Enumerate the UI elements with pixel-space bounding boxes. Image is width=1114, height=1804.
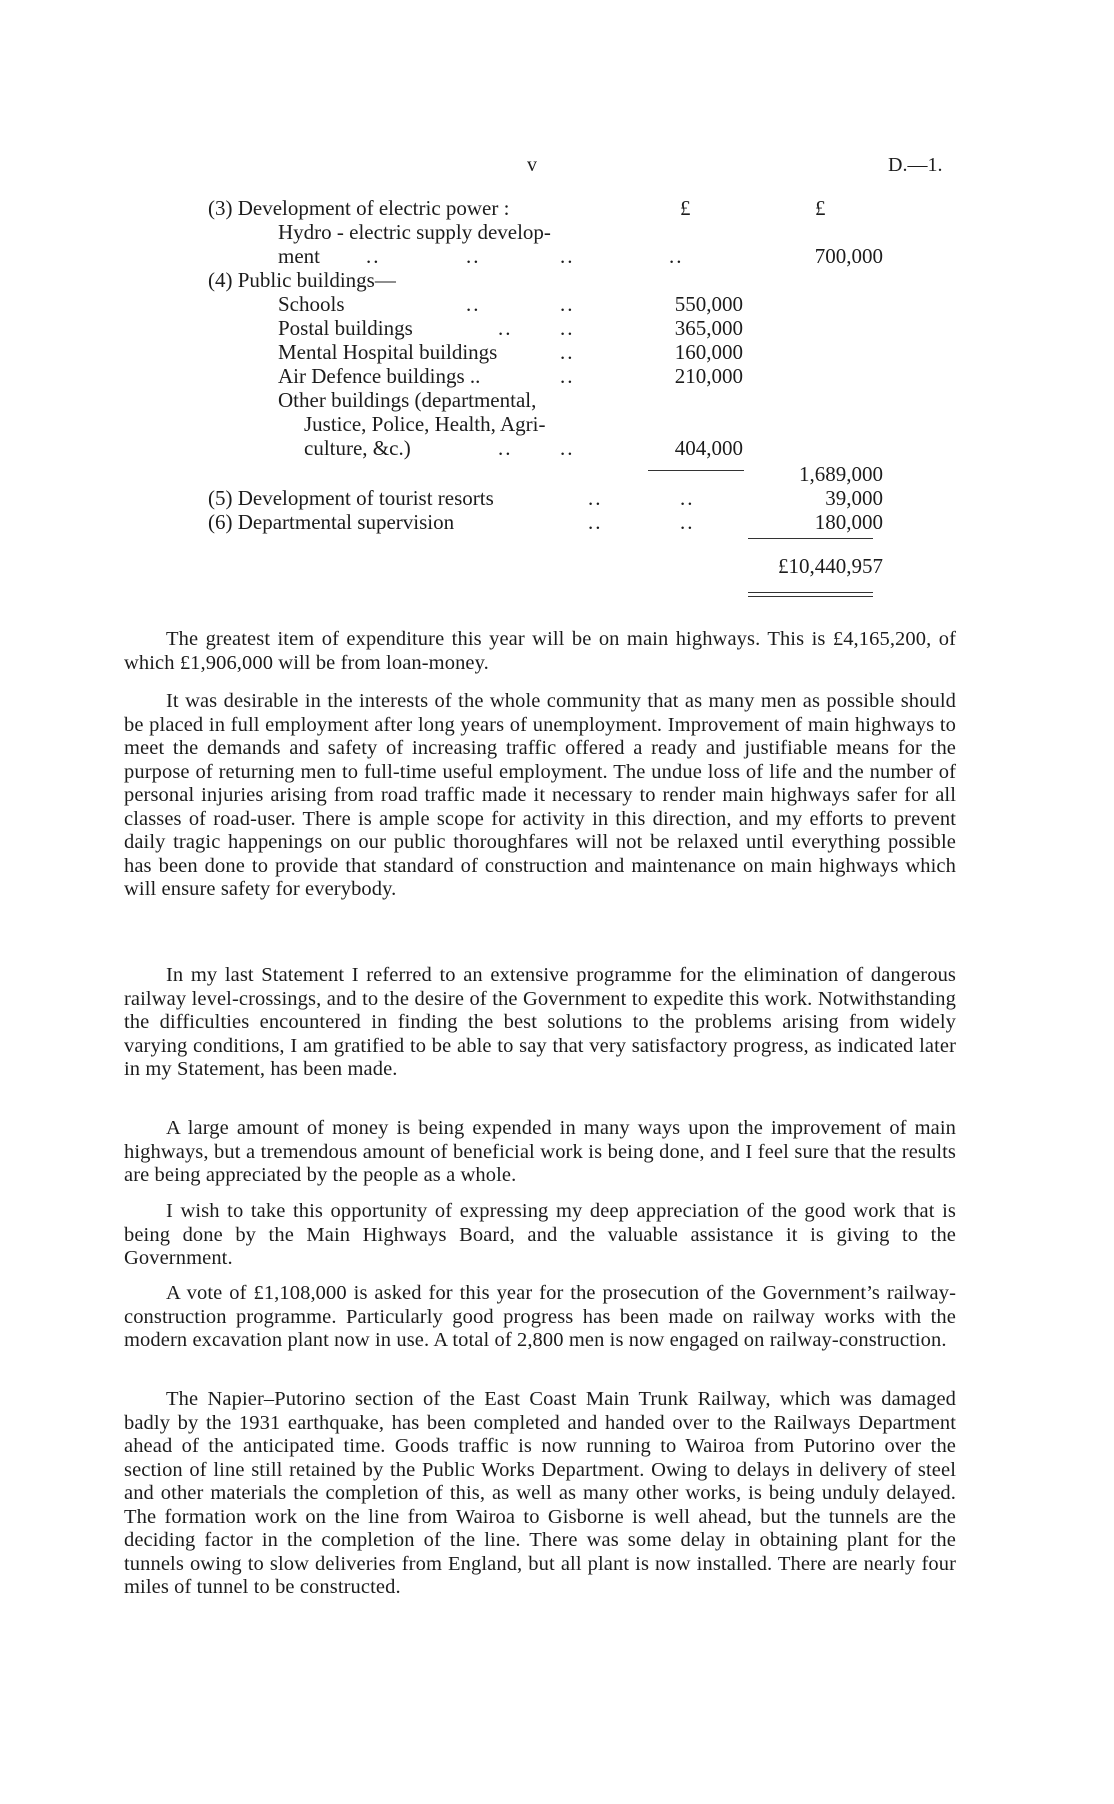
- amount-item: 210,000: [674, 364, 743, 388]
- total-rule-double-2: [748, 596, 873, 597]
- leader-dots: ..: [366, 244, 381, 268]
- leader-dots: ..: [498, 316, 513, 340]
- table-row: [208, 462, 883, 486]
- leader-dots: ..: [680, 510, 695, 534]
- table-row: Schools .. .. 550,000: [278, 292, 743, 316]
- leader-dots: ..: [466, 292, 481, 316]
- leader-dots: ..: [466, 244, 481, 268]
- table-row: Justice, Police, Health, Agri-: [304, 412, 546, 436]
- table-row: (6) Departmental supervision .. .. 180,000: [208, 510, 883, 534]
- total-rule-double-1: [748, 592, 873, 593]
- total-row: [208, 554, 883, 578]
- paragraph: It was desirable in the interests of the whole community that as many men as possible should be placed in full employment after long years of unemployment. Improvement of main highways to meet the demands and safety of increasing traffic offered a ready and justifiable means for the purpose of returning men to full-time useful employment. The undue loss of life and the number of personal injuries arising from road traffic made it necessary to render main highways safer for all classes of road-user. There is ample scope for activity in this direction, and my efforts to prevent daily tragic happenings on our public thoroughfares will not be relaxed until everything possible has been done to provide that standard of construction and maintenance on main highways which will ensure safety for everybody.: [124, 690, 956, 900]
- grand-total: £10,440,957: [778, 554, 883, 578]
- leader-dots: ..: [560, 244, 575, 268]
- leader-dots: ..: [560, 292, 575, 316]
- leader-dots: ..: [669, 244, 684, 268]
- table-row: ment .. .. .. .. 700,000: [278, 244, 883, 268]
- column-header-pounds-2: £: [815, 196, 826, 220]
- page-number: v: [527, 154, 537, 176]
- leader-dots: ..: [560, 316, 575, 340]
- table-row: Postal buildings .. .. 365,000: [278, 316, 743, 340]
- document-code: D.—1.: [888, 154, 943, 176]
- column-header-pounds-1: £: [680, 196, 691, 220]
- amount-subtotal: 700,000: [814, 244, 883, 268]
- amount-item: 365,000: [674, 316, 743, 340]
- leader-dots: ..: [680, 486, 695, 510]
- amount-item: 550,000: [674, 292, 743, 316]
- table-row: Air Defence buildings .. .. 210,000: [278, 364, 743, 388]
- table-row: Other buildings (departmental,: [278, 388, 537, 412]
- amount-subtotal: 180,000: [814, 510, 883, 534]
- table-row: Mental Hospital buildings .. 160,000: [278, 340, 743, 364]
- paragraph: In my last Statement I referred to an extensive programme for the elimination of dangerous railway level-crossings, and to the desire of the Government to expedite this work. Notwithstanding the difficulties encountered in finding the best solutions to the problems arising from widely varying conditions, I am gratified to be able to say that very satisfactory progress, as indicated later in my Statement, has been made.: [124, 964, 956, 1080]
- leader-dots: ..: [588, 510, 603, 534]
- paragraph: A large amount of money is being expended in many ways upon the improvement of main highways, but a tremendous amount of beneficial work is being done, and I feel sure that the results are being appreciated by the people as a whole.: [124, 1117, 956, 1186]
- paragraph: I wish to take this opportunity of expressing my deep appreciation of the good work that is being done by the Main Highways Board, and the valuable assistance it is giving to the Government.: [124, 1200, 956, 1269]
- table-row: (3) Development of electric power :: [208, 196, 510, 220]
- table-row: culture, &c.) .. .. 404,000: [304, 436, 743, 460]
- leader-dots: ..: [498, 436, 513, 460]
- leader-dots: ..: [560, 364, 575, 388]
- amount-subtotal: 39,000: [825, 486, 883, 510]
- amount-item: 404,000: [674, 436, 743, 460]
- total-rule-top: [748, 538, 873, 539]
- leader-dots: ..: [560, 436, 575, 460]
- amount-subtotal: 1,689,000: [799, 462, 883, 486]
- table-row: (5) Development of tourist resorts .. .. 39,000: [208, 486, 883, 510]
- amount-item: 160,000: [674, 340, 743, 364]
- leader-dots: ..: [588, 486, 603, 510]
- paragraph: A vote of £1,108,000 is asked for this year for the prosecution of the Government’s railway-construction programme. Particularly good progress has been made on railway works with the modern excavation plant now in use. A total of 2,800 men is now engaged on railway-construction.: [124, 1282, 956, 1351]
- table-row: Hydro - electric supply develop-: [278, 220, 551, 244]
- leader-dots: ..: [560, 340, 575, 364]
- paragraph: The Napier–Putorino section of the East Coast Main Trunk Railway, which was damaged badly by the 1931 earthquake, has been completed and handed over to the Railways Department ahead of the anticipated time. Goods traffic is now running to Wairoa from Putorino over the section of line still retained by the Public Works Department. Owing to delays in delivery of steel and other materials the completion of this, as well as many other works, is being unduly delayed. The formation work on the line from Wairoa to Gisborne is well ahead, but the tunnels are the deciding factor in the completion of the line. There was some delay in obtaining plant for the tunnels owing to slow deliveries from England, but all plant is now installed. There are nearly four miles of tunnel to be constructed.: [124, 1388, 956, 1598]
- table-row: (4) Public buildings—: [208, 268, 396, 292]
- paragraph: The greatest item of expenditure this year will be on main highways. This is £4,165,200, of which £1,906,000 will be from loan-money.: [124, 628, 956, 674]
